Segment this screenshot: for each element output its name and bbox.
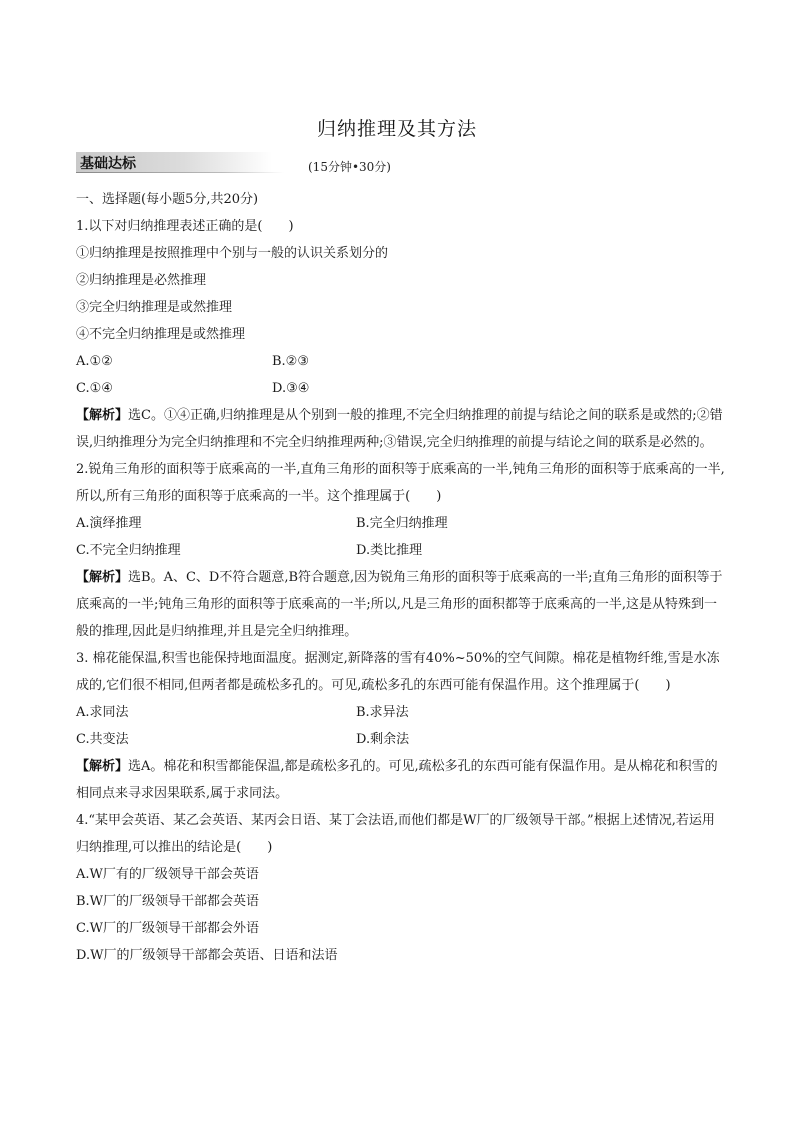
q2-stem: 2.锐角三角形的面积等于底乘高的一半,直角三角形的面积等于底乘高的一半,钝角三角形的面积等于底乘高的一半,所以,所有三角形的面积等于底乘高的一半。这个推理属于( )	[76, 462, 725, 504]
q4-option-a: A.W厂有的厂级领导干部会英语	[76, 867, 259, 882]
q2-analysis	[76, 564, 726, 645]
analysis-text: 选A。棉花和积雪都能保温,都是疏松多孔的。可见,疏松多孔的东西可能有保温作用。是从棉花和积雪的相同点来寻求因果联系,属于求同法。	[76, 759, 718, 801]
q3-option-b: B.求异法	[356, 705, 409, 720]
q3-options-row	[76, 726, 726, 753]
q1-statement: ①归纳推理是按照推理中个别与一般的认识关系划分的	[76, 246, 389, 261]
analysis-tag: 【解析】	[76, 759, 129, 774]
section-header	[76, 152, 756, 176]
q4-option-b: B.W厂的厂级领导干部都会英语	[76, 894, 260, 909]
part-heading: 一、选择题(每小题5分,共20分)	[76, 192, 259, 207]
q2-options-row	[76, 537, 726, 564]
q1-option-c: C.①④	[76, 381, 113, 396]
q1-option-b: B.②③	[272, 354, 309, 369]
q1-statement: ②归纳推理是必然推理	[76, 273, 207, 288]
q4-option-c: C.W厂的厂级领导干部都会外语	[76, 921, 259, 936]
q3-option-c: C.共变法	[76, 732, 129, 747]
q1-options-row	[76, 375, 726, 402]
q1-option-a: A.①②	[76, 354, 113, 369]
time-note: (15分钟•30分)	[308, 160, 391, 174]
analysis-text: 选B。A、C、D不符合题意,B符合题意,因为锐角三角形的面积等于底乘高的一半;直角三角形的面积等于底乘高的一半;钝角三角形的面积等于底乘高的一半;所以,凡是三角形的面积都等于底乘高的一半,这是从特殊到一般的推理,因此是归纳推理,并且是完全归纳推理。	[76, 570, 723, 639]
section-label-bar	[76, 152, 272, 172]
q3-analysis	[76, 753, 726, 807]
q2-options-row	[76, 510, 726, 537]
q1-statement: ③完全归纳推理是或然推理	[76, 300, 233, 315]
q4-option-d: D.W厂的厂级领导干部都会英语、日语和法语	[76, 948, 338, 963]
section-underline	[76, 172, 284, 173]
q1-statement: ④不完全归纳推理是或然推理	[76, 327, 246, 342]
q3-option-d: D.剩余法	[356, 732, 410, 747]
q1-analysis	[76, 402, 726, 456]
q2-option-b: B.完全归纳推理	[356, 516, 448, 531]
section-label: 基础达标	[80, 156, 136, 172]
analysis-tag: 【解析】	[76, 408, 129, 423]
q3-options-row	[76, 699, 726, 726]
q2-option-a: A.演绎推理	[76, 516, 142, 531]
question-content	[76, 186, 726, 969]
q1-option-d: D.③④	[272, 381, 310, 396]
q2-option-d: D.类比推理	[356, 543, 423, 558]
q1-options-row	[76, 348, 726, 375]
q3-stem: 3. 棉花能保温,积雪也能保持地面温度。据测定,新降落的雪有40%~50%的空气间隙。棉花是植物纤维,雪是水冻成的,它们很不相同,但两者都是疏松多孔的。可见,疏松多孔的东西可能有保温作用。这个推理属于( )	[76, 651, 720, 693]
analysis-text: 选C。①④正确,归纳推理是从个别到一般的推理,不完全归纳推理的前提与结论之间的联系是或然的;②错误,归纳推理分为完全归纳推理和不完全归纳推理两种;③错误,完全归纳推理的前提与结论之间的联系是必然的。	[76, 408, 723, 450]
q3-option-a: A.求同法	[76, 705, 129, 720]
analysis-tag: 【解析】	[76, 570, 129, 585]
q2-option-c: C.不完全归纳推理	[76, 543, 181, 558]
q4-stem: 4.“某甲会英语、某乙会英语、某丙会日语、某丁会法语,而他们都是W厂的厂级领导干部。”根据上述情况,若运用归纳推理,可以推出的结论是( )	[76, 813, 715, 855]
page-title: 归纳推理及其方法	[316, 118, 477, 140]
q1-stem: 1.以下对归纳推理表述正确的是( )	[76, 219, 294, 234]
